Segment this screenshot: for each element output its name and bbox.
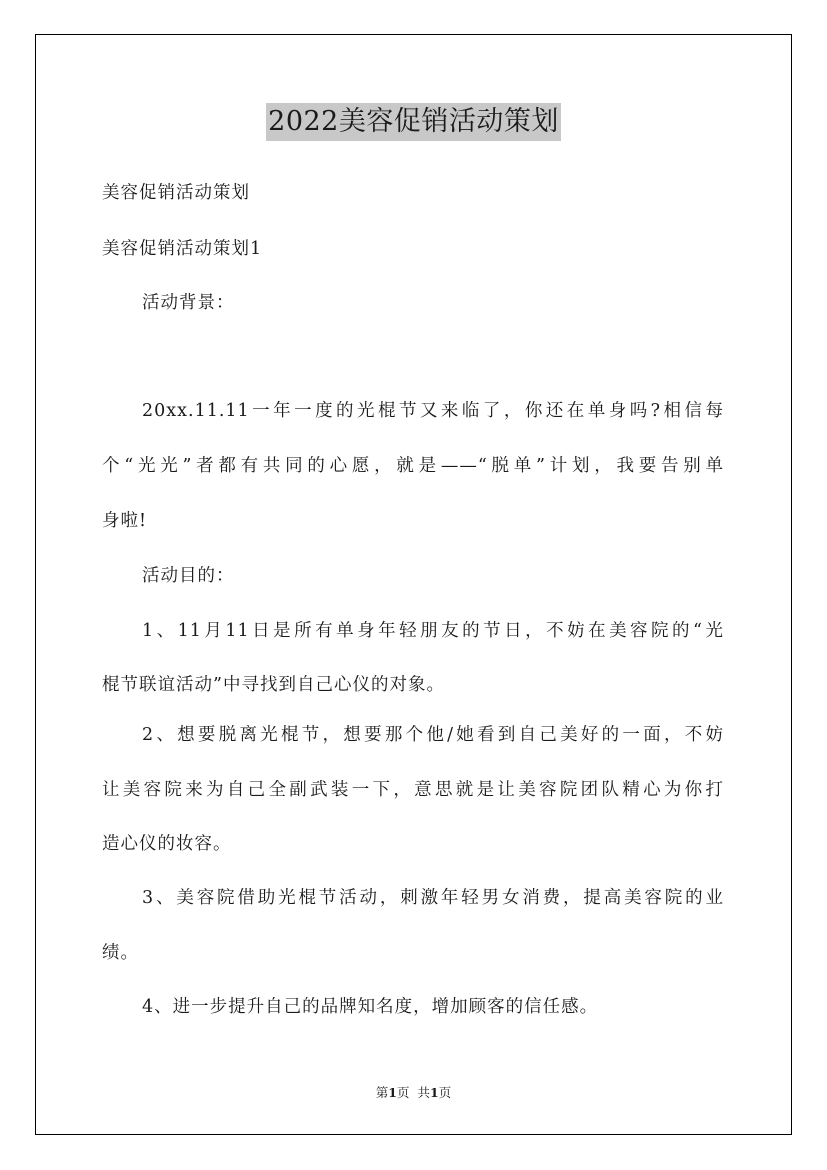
paragraph-line: 棍节联谊活动”中寻找到自己心仪的对象。 (102, 675, 445, 695)
document-title: 2022美容促销活动策划 (266, 103, 561, 141)
paragraph-line: 1、11月11日是所有单身年轻朋友的节日，不妨在美容院的“光 (142, 621, 724, 641)
paragraph-line: 4、进一步提升自己的品牌知名度，增加顾客的信任感。 (142, 997, 599, 1017)
footer-page-prefix: 第 (375, 1085, 389, 1100)
footer-total-suffix: 页 (438, 1085, 452, 1100)
paragraph-line: 2、想要脱离光棍节，想要那个他/她看到自己美好的一面，不妨 (142, 725, 724, 745)
section-heading: 美容促销活动策划1 (102, 239, 263, 259)
paragraph-line: 绩。 (102, 943, 139, 963)
paragraph-line: 让美容院来为自己全副武装一下，意思就是让美容院团队精心为你打 (102, 780, 724, 800)
footer-total-prefix: 共 (417, 1085, 430, 1100)
page-footer (0, 1084, 827, 1102)
subtitle-line: 美容促销活动策划 (102, 183, 250, 203)
paragraph-line: 3、美容院借助光棍节活动，刺激年轻男女消费，提高美容院的业 (142, 888, 724, 908)
footer-page-number: 1 (388, 1085, 397, 1100)
title-container (0, 103, 827, 141)
paragraph-line: 身啦! (102, 511, 148, 531)
heading-purpose: 活动目的： (142, 566, 235, 586)
heading-background: 活动背景： (142, 293, 235, 313)
footer-page-suffix: 页 (397, 1085, 410, 1100)
footer-total-pages: 1 (429, 1085, 439, 1100)
paragraph-line: 个“光光”者都有共同的心愿，就是——“脱单”计划，我要告别单 (102, 456, 724, 476)
paragraph-line: 造心仪的妆容。 (102, 834, 232, 854)
paragraph-line: 20xx.11.11一年一度的光棍节又来临了，你还在单身吗?相信每 (142, 401, 724, 421)
